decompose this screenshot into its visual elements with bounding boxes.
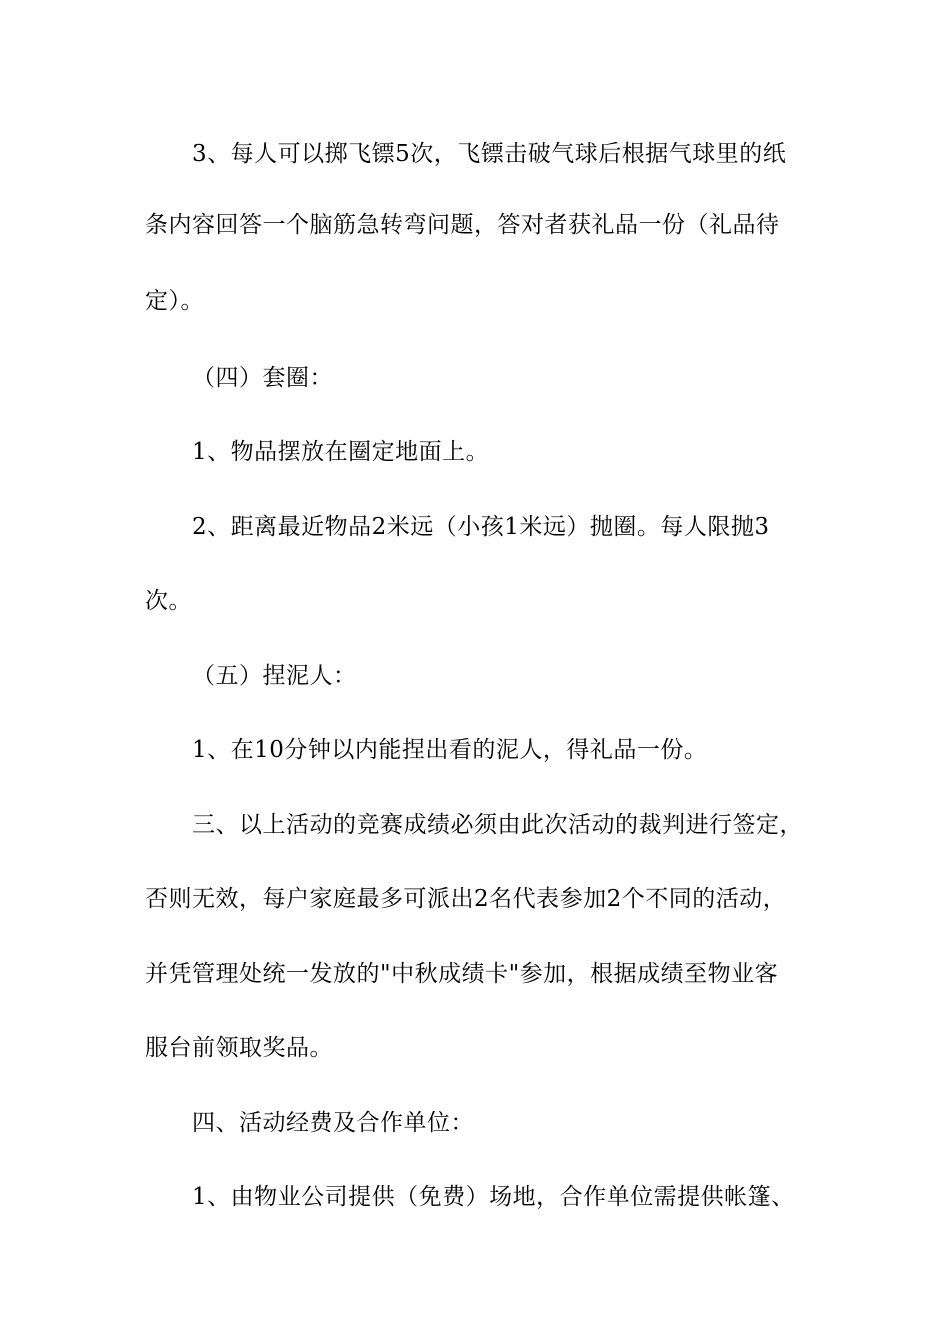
section-heading: 四、活动经费及合作单位： bbox=[192, 1110, 474, 1136]
paragraph-line: 次。 bbox=[145, 588, 192, 614]
paragraph-line: 条内容回答一个脑筋急转弯问题，答对者获礼品一份（礼品待 bbox=[145, 212, 780, 238]
paragraph-line: 三、以上活动的竞赛成绩必须由此次活动的裁判进行签定， bbox=[192, 812, 803, 838]
section-heading: （五）捏泥人： bbox=[192, 663, 357, 689]
paragraph-line: 1、在10分钟以内能捏出看的泥人，得礼品一份。 bbox=[192, 737, 708, 763]
paragraph-line: 定）。 bbox=[145, 288, 204, 314]
paragraph-line: 服台前领取奖品。 bbox=[145, 1035, 333, 1061]
paragraph-line: 否则无效，每户家庭最多可派出2名代表参加2个不同的活动， bbox=[145, 886, 787, 912]
paragraph-line: 1、物品摆放在圈定地面上。 bbox=[192, 439, 490, 465]
paragraph-line: 3、每人可以掷飞镖5次，飞镖击破气球后根据气球里的纸 bbox=[192, 141, 787, 167]
paragraph-line: 1、由物业公司提供（免费）场地，合作单位需提供帐篷、 bbox=[192, 1184, 795, 1210]
paragraph-line: 2、距离最近物品2米远（小孩1米远）抛圈。每人限抛3 bbox=[192, 514, 770, 540]
paragraph-line: 并凭管理处统一发放的"中秋成绩卡"参加，根据成绩至物业客 bbox=[145, 961, 779, 987]
section-heading: （四）套圈： bbox=[192, 365, 333, 391]
